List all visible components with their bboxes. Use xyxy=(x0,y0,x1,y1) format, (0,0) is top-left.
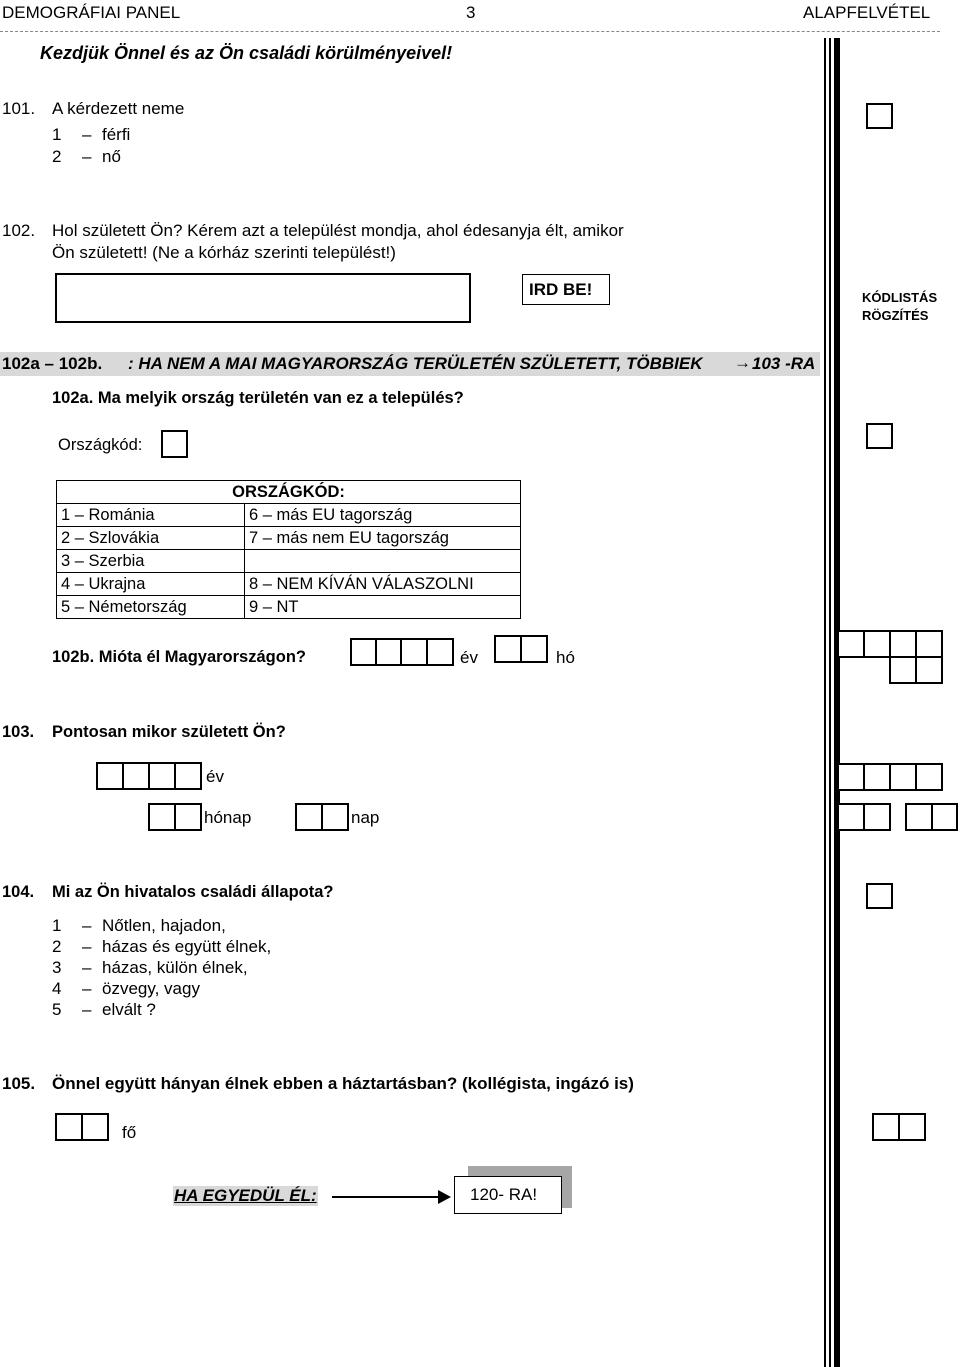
table-row xyxy=(57,596,521,619)
digit-box[interactable] xyxy=(321,803,349,831)
arrow-right-icon xyxy=(438,1190,451,1204)
filter-prefix: 102a – 102b. xyxy=(2,354,103,373)
option-code: 1 xyxy=(52,125,62,144)
q104-option[interactable]: 4 – özvegy, vagy xyxy=(52,979,200,998)
table-title: ORSZÁGKÓD: xyxy=(57,481,521,504)
jump-target-box xyxy=(454,1176,562,1214)
q101-option[interactable]: 1 – férfi xyxy=(52,125,131,144)
q102a-code-box[interactable] xyxy=(866,423,893,449)
q103-number: 103. xyxy=(2,723,35,741)
q104-option[interactable]: 5 – elvált ? xyxy=(52,1000,156,1019)
country-code-table xyxy=(56,480,521,619)
digit-box[interactable] xyxy=(837,763,865,791)
digit-box[interactable] xyxy=(863,630,891,658)
digit-box[interactable] xyxy=(400,638,428,666)
q102a-text: 102a. Ma melyik ország területén van ez a település? xyxy=(52,389,464,407)
table-row xyxy=(57,573,521,596)
option-label: házas, külön élnek, xyxy=(102,958,248,977)
digit-box[interactable] xyxy=(837,803,865,831)
table-cell: 8 – NEM KÍVÁN VÁLASZOLNI xyxy=(245,573,521,596)
code-note-line2: RÖGZÍTÉS xyxy=(862,308,929,323)
digit-box[interactable] xyxy=(148,762,176,790)
digit-box[interactable] xyxy=(494,635,522,663)
option-code: 2 xyxy=(52,937,62,956)
table-cell: 1 – Románia xyxy=(57,504,245,527)
table-cell: 3 – Szerbia xyxy=(57,550,245,573)
margin-rule-thick xyxy=(834,38,840,1367)
digit-box[interactable] xyxy=(350,638,377,666)
q101-text: A kérdezett neme xyxy=(52,99,185,118)
option-code: 1 xyxy=(52,916,62,935)
option-label: nő xyxy=(102,147,121,166)
birthplace-input[interactable] xyxy=(55,273,471,323)
birth-month-label: hónap xyxy=(204,808,252,827)
q102-text-line1: Hol született Ön? Kérem azt a települést mondja, ahol édesanyja élt, amikor xyxy=(52,221,624,240)
country-code-input[interactable] xyxy=(161,430,188,458)
header-divider xyxy=(0,31,940,32)
table-row xyxy=(57,550,521,573)
digit-box[interactable] xyxy=(915,656,943,684)
header-left: DEMOGRÁFIAI PANEL xyxy=(2,3,181,22)
digit-box[interactable] xyxy=(863,803,891,831)
option-code: 4 xyxy=(52,979,62,998)
q103-text: Pontosan mikor született Ön? xyxy=(52,723,286,741)
write-in-label: IRD BE! xyxy=(522,274,610,305)
margin-rule xyxy=(824,38,826,1367)
digit-box[interactable] xyxy=(96,762,124,790)
jump-target: 120- RA! xyxy=(470,1185,538,1204)
digit-box[interactable] xyxy=(872,1113,900,1141)
digit-box[interactable] xyxy=(915,630,943,658)
table-cell: 2 – Szlovákia xyxy=(57,527,245,550)
digit-box[interactable] xyxy=(375,638,402,666)
q102b-text: 102b. Mióta él Magyarországon? xyxy=(52,648,306,666)
country-code-label: Országkód: xyxy=(58,436,143,454)
table-cell: 6 – más EU tagország xyxy=(245,504,521,527)
page-number: 3 xyxy=(466,3,476,22)
option-label: férfi xyxy=(102,125,131,144)
option-code: 3 xyxy=(52,958,62,977)
option-label: özvegy, vagy xyxy=(102,979,200,998)
q102-number: 102. xyxy=(2,221,36,240)
digit-box[interactable] xyxy=(889,630,917,658)
q104-option[interactable]: 2 – házas és együtt élnek, xyxy=(52,937,272,956)
filter-text: : HA NEM A MAI MAGYARORSZÁG TERÜLETÉN SZÜLETETT, TÖBBIEK xyxy=(128,354,703,373)
table-cell: 9 – NT xyxy=(245,596,521,619)
digit-box[interactable] xyxy=(863,763,891,791)
q104-option[interactable]: 3 – házas, külön élnek, xyxy=(52,958,248,977)
digit-box[interactable] xyxy=(520,635,548,663)
birth-day-label: nap xyxy=(351,808,380,827)
digit-box[interactable] xyxy=(174,762,202,790)
digit-box[interactable] xyxy=(889,656,917,684)
table-row xyxy=(57,504,521,527)
digit-box[interactable] xyxy=(931,803,958,831)
q102-text-line2: Ön született! (Ne a kórház szerinti települést!) xyxy=(52,243,396,262)
option-label: elvált ? xyxy=(102,1000,156,1019)
q101-code-box[interactable] xyxy=(866,103,893,129)
header-right: ALAPFELVÉTEL xyxy=(803,3,931,22)
q105-text: Önnel együtt hányan élnek ebben a háztartásban? (kollégista, ingázó is) xyxy=(52,1074,634,1093)
digit-box[interactable] xyxy=(174,803,202,831)
filter-target: 103 -RA xyxy=(752,354,816,373)
filter-instruction xyxy=(0,352,820,376)
household-unit-label: fő xyxy=(122,1123,137,1142)
arrow-right-icon: → xyxy=(734,353,751,372)
digit-box[interactable] xyxy=(148,803,176,831)
table-cell: 5 – Németország xyxy=(57,596,245,619)
jump-condition: HA EGYEDÜL ÉL: xyxy=(174,1186,317,1205)
digit-box[interactable] xyxy=(889,763,917,791)
digit-box[interactable] xyxy=(898,1113,926,1141)
jump-arrow-line xyxy=(332,1196,444,1198)
birth-year-label: év xyxy=(206,767,224,786)
digit-box[interactable] xyxy=(122,762,150,790)
table-cell xyxy=(245,550,521,573)
option-code: 5 xyxy=(52,1000,62,1019)
section-title: Kezdjük Önnel és az Ön családi körülményeivel! xyxy=(40,43,453,63)
q104-number: 104. xyxy=(2,883,35,901)
month-label: hó xyxy=(556,648,575,667)
option-label: Nőtlen, hajadon, xyxy=(102,916,226,935)
q101-option[interactable]: 2 – nő xyxy=(52,147,121,166)
option-label: házas és együtt élnek, xyxy=(102,937,272,956)
table-row xyxy=(57,527,521,550)
digit-box[interactable] xyxy=(837,630,865,658)
digit-box[interactable] xyxy=(915,763,943,791)
year-label: év xyxy=(460,648,478,667)
digit-box[interactable] xyxy=(905,803,933,831)
q104-code-box[interactable] xyxy=(866,883,893,909)
option-code: 2 xyxy=(52,147,62,166)
table-cell: 4 – Ukrajna xyxy=(57,573,245,596)
digit-box[interactable] xyxy=(426,638,454,666)
q105-number: 105. xyxy=(2,1074,36,1093)
digit-box[interactable] xyxy=(55,1113,83,1141)
q101-number: 101. xyxy=(2,99,36,118)
q104-option[interactable]: 1 – Nőtlen, hajadon, xyxy=(52,916,226,935)
digit-box[interactable] xyxy=(295,803,323,831)
digit-box[interactable] xyxy=(81,1113,109,1141)
code-note-line1: KÓDLISTÁS xyxy=(862,290,938,305)
table-cell: 7 – más nem EU tagország xyxy=(245,527,521,550)
q104-text: Mi az Ön hivatalos családi állapota? xyxy=(52,883,334,901)
margin-rule xyxy=(829,38,831,1367)
